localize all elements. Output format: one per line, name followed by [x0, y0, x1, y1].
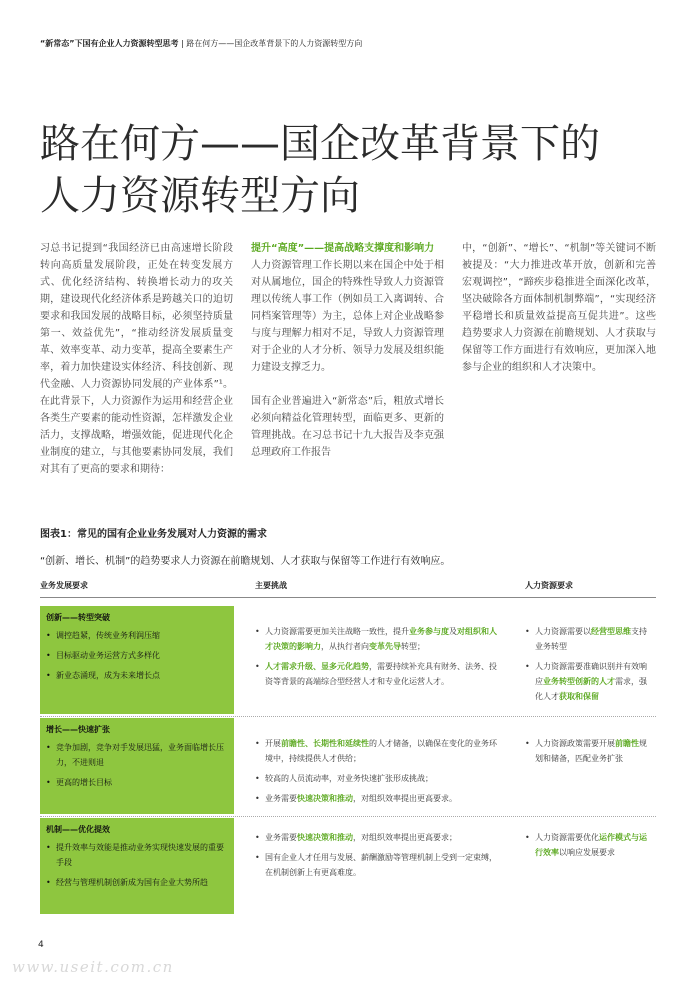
- row-business-box: [40, 606, 234, 714]
- row-business-box: [40, 718, 234, 814]
- running-header: [40, 38, 362, 49]
- header-section-title: 路在何方——国企改革背景下的人力资源转型方向: [186, 39, 363, 48]
- figure-subtitle: “创新、增长、机制”的趋势要求人力资源在前瞻规划、人才获取与保留等工作进行有效响应。: [40, 556, 451, 567]
- column-header-hr: 人力资源要求: [525, 581, 573, 590]
- hr-cell: [525, 830, 650, 865]
- row-divider: [40, 716, 656, 717]
- challenge-item: • 开展前瞻性、长期性和延续性的人才储备，以确保在变化的业务环境中，持续提供人才供给；: [255, 736, 500, 766]
- hr-cell: [525, 736, 650, 771]
- challenges-cell: [255, 624, 500, 694]
- section-subheading: 提升“高度”——提高战略支撑度和影响力: [251, 243, 435, 254]
- table-rule: [40, 597, 656, 598]
- challenge-item: • 业务需要快速决策和推动，对组织效率提出更高要求；: [255, 830, 500, 845]
- paragraph: 习总书记提到“我国经济已由高速增长阶段转向高质量发展阶段，正处在转变发展方式、优化经济结构、转换增长动力的攻关期，建设现代化经济体系是跨越关口的迫切要求和我国发展的战略目标，必须坚持质量第一、效益优先”，“推动经济发展质量变革、效率变革、动力变革，提高全要素生产率，着力加快建设实体经济、科技创新、现代金融、人力资源协同发展的产业体系”¹。在此背景下，人力资源作为运用和经营企业各类生产要素的能动性资源，怎样激发企业活力，支撑战略，增强效能，促进现代化企业制度的建立，与其他要素协同发展，我们对其有了更高的要求和期待：: [40, 243, 233, 475]
- paragraph: 中，“创新”、“增长”、“机制”等关键词不断被提及：“大力推进改革开放，创新和完善宏观调控”，“蹄疾步稳推进全面深化改革，坚决破除各方面体制机制弊端”，“实现经济平稳增长和质量效益提高互促共进”。这些趋势要求人力资源在前瞻规划、人才获取与保留等工作方面进行有效响应，更加深入地参与企业的组织和人才决策中。: [462, 243, 656, 373]
- requirement-item: • 更高的增长目标: [46, 775, 228, 790]
- requirement-item: • 经营与管理机制创新成为国有企业大势所趋: [46, 875, 228, 890]
- challenge-item: • 国有企业人才任用与发展、薪酬激励等管理机制上受到一定束缚，在机制创新上有更高难度。: [255, 850, 500, 880]
- title-line-1: 路在何方——国企改革背景下的: [40, 121, 600, 167]
- hr-item: • 人力资源政策需要开展前瞻性规划和储备，匹配业务扩张: [525, 736, 650, 766]
- challenge-item: • 人力资源需要更加关注战略一致性，提升业务参与度及对组织和人才决策的影响力，从执行者向变革先导转型；: [255, 624, 500, 654]
- figure-title: 图表1：常见的国有企业业务发展对人力资源的需求: [40, 529, 267, 540]
- challenges-cell: [255, 736, 500, 811]
- row-title: 创新——转型突破: [46, 613, 110, 622]
- row-title: 增长——快速扩张: [46, 725, 110, 734]
- hr-item: • 人力资源需要优化运作模式与运行效率以响应发展要求: [525, 830, 650, 860]
- challenge-item: • 人才需求升级、显多元化趋势，需要持续补充具有财务、法务、投资等背景的高端综合型经营人才和专业化运营人才。: [255, 659, 500, 689]
- paragraph: 国有企业普遍进入“新常态”后，粗放式增长必须向精益化管理转型，面临更多、更新的管理挑战。在习总书记十九大报告及李克强总理政府工作报告: [251, 396, 444, 458]
- requirement-item: • 目标驱动业务运营方式多样化: [46, 648, 228, 663]
- hr-item: • 人力资源需要准确识别并有效响应业务转型创新的人才需求，强化人才获取和保留: [525, 659, 650, 704]
- header-series-title: “新常态”下国有企业人力资源转型思考: [40, 39, 179, 48]
- requirement-item: • 提升效率与效能是推动业务实现快速发展的重要手段: [46, 840, 228, 870]
- body-column-1: [40, 240, 233, 495]
- watermark: www.useit.com.cn: [12, 958, 174, 976]
- row-title: 机制——优化提效: [46, 825, 110, 834]
- page-number: 4: [38, 940, 44, 950]
- challenge-item: • 较高的人员流动率，对业务快速扩张形成挑战；: [255, 771, 500, 786]
- body-column-2: [251, 240, 444, 478]
- requirement-item: • 调控趋紧，传统业务利润压缩: [46, 628, 228, 643]
- requirement-item: • 新业态涌现，成为未来增长点: [46, 668, 228, 683]
- header-separator: |: [178, 39, 187, 48]
- title-line-2: 人力资源转型方向: [40, 173, 360, 219]
- requirement-item: • 竞争加剧，竞争对手发展迅猛，业务面临增长压力，不进则退: [46, 740, 228, 770]
- row-divider: [40, 816, 656, 817]
- column-header-challenges: 主要挑战: [255, 581, 287, 590]
- hr-cell: [525, 624, 650, 709]
- body-column-3: [462, 240, 656, 393]
- challenge-item: • 业务需要快速决策和推动，对组织效率提出更高要求。: [255, 791, 500, 806]
- page-title: [40, 118, 600, 222]
- column-header-business: 业务发展要求: [40, 581, 88, 590]
- paragraph: 人力资源管理工作长期以来在国企中处于相对从属地位，国企的特殊性导致人力资源管理以传统人事工作（例如员工入离调转、合同档案管理等）为主，总体上对企业战略参与度与理解力相对不足，导致人力资源管理对于企业的人才分析、领导力发展及组织能力建设支撑乏力。: [251, 260, 444, 373]
- hr-item: • 人力资源需要以经营型思维支持业务转型: [525, 624, 650, 654]
- row-business-box: [40, 818, 234, 914]
- challenges-cell: [255, 830, 500, 885]
